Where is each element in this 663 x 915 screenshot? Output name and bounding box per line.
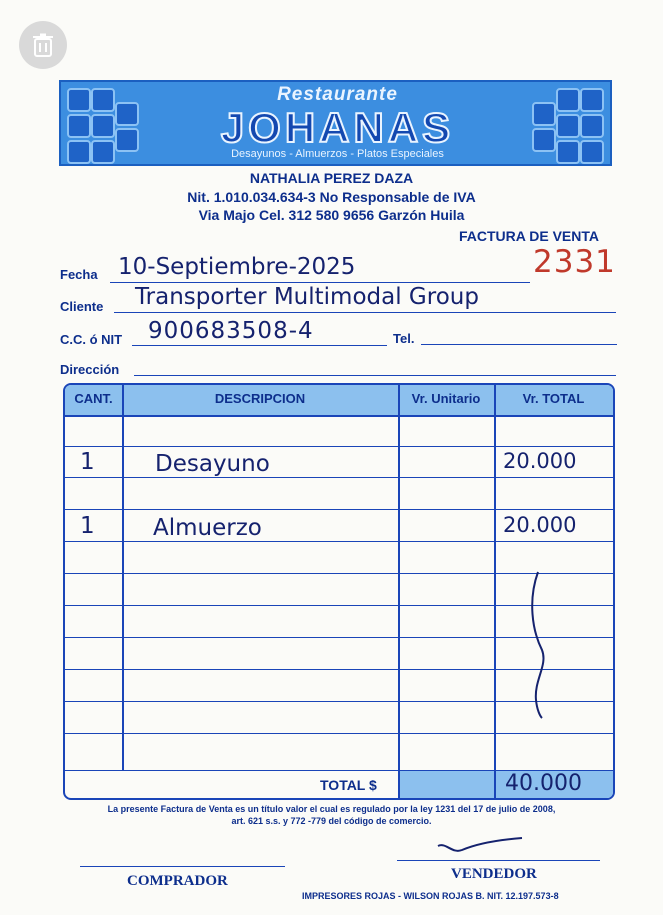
header-descripcion: DESCRIPCION [214, 391, 306, 406]
seller-label: VENDEDOR [451, 866, 537, 882]
header-vr-unitario: Vr. Unitario [411, 391, 481, 406]
row1-cant: 1 [80, 449, 95, 475]
row2-desc: Almuerzo [153, 515, 262, 541]
restaurant-name: JOHANAS [220, 104, 455, 151]
handwritten-bracket-mark [520, 570, 560, 720]
tel-label: Tel. [393, 331, 415, 346]
row1-desc: Desayuno [155, 451, 270, 477]
legal-line-1: La presente Factura de Venta es un título valor el cual es regulado por la ley 1231 del 17 de julio de 2008, [107, 804, 556, 814]
row2-total: 20.000 [503, 513, 577, 537]
row2-cant: 1 [80, 513, 95, 539]
seller-signature-line [397, 860, 600, 861]
nit-value: 900683508-4 [148, 318, 314, 344]
fecha-line [110, 282, 530, 283]
row1-total: 20.000 [503, 449, 577, 473]
invoice-title: FACTURA DE VENTA [459, 228, 599, 244]
items-table [63, 383, 615, 800]
banner-subtitle: Restaurante [277, 84, 398, 105]
buyer-label: COMPRADOR [127, 873, 228, 889]
seller-signature [436, 832, 526, 858]
nit-line [132, 345, 387, 346]
direccion-label: Dirección [60, 362, 120, 377]
total-value: 40.000 [505, 771, 582, 796]
address-line: Via Majo Cel. 312 580 9656 Garzón Huila [198, 207, 465, 223]
trash-icon [32, 33, 54, 57]
tel-line [421, 344, 617, 345]
fecha-value: 10-Septiembre-2025 [118, 254, 356, 280]
invoice-number: 2331 [533, 244, 616, 280]
fecha-label: Fecha [60, 267, 98, 282]
owner-name: NATHALIA PEREZ DAZA [249, 170, 414, 186]
nit-line: Nit. 1.010.034.634-3 No Responsable de IVA [187, 189, 476, 205]
restaurant-logo-banner [59, 80, 612, 166]
cliente-label: Cliente [60, 299, 104, 314]
header-cant: CANT. [74, 391, 113, 406]
buyer-signature-line [80, 866, 285, 867]
cliente-line [114, 312, 616, 313]
delete-button[interactable] [19, 21, 67, 69]
cliente-value: Transporter Multimodal Group [135, 284, 479, 310]
total-label: TOTAL $ [320, 777, 377, 793]
header-vr-total: Vr. TOTAL [522, 391, 585, 406]
direccion-line [134, 375, 616, 376]
legal-line-2: art. 621 s.s. y 772 -779 del código de comercio. [231, 816, 432, 826]
nit-label: C.C. ó NIT [60, 332, 123, 347]
printer-credit: IMPRESORES ROJAS - WILSON ROJAS B. NIT. 12.197.573-8 [302, 891, 559, 901]
banner-tagline: Desayunos - Almuerzos - Platos Especiales [231, 148, 444, 160]
